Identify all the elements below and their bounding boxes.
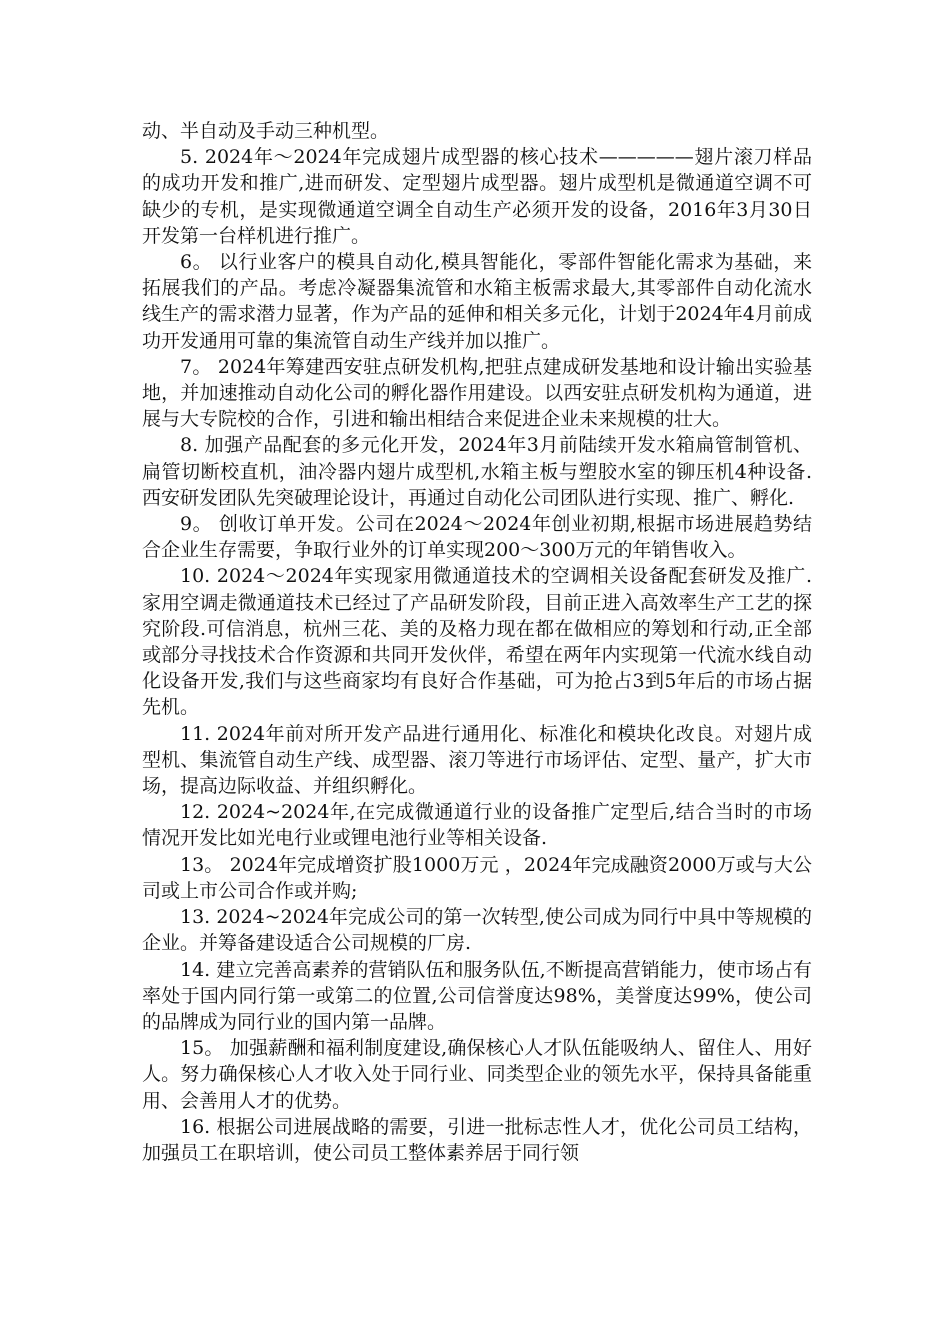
- paragraph-item-8: 8. 加强产品配套的多元化开发，2024年3月前陆续开发水箱扁管制管机、扁管切断校直机，油冷器内翅片成型机,水箱主板与塑胶水室的铆压机4种设备.西安研发团队先突破理论设计，再通过自动化公司团队进行实现、推广、孵化.: [142, 434, 812, 509]
- paragraph-item-15: 15。 加强薪酬和福利制度建设,确保核心人才队伍能吸纳人、留住人、用好人。努力确保核心人才收入处于同行业、同类型企业的领先水平，保持具备能重用、会善用人才的优势。: [142, 1037, 812, 1112]
- paragraph-item-14: 14. 建立完善高素养的营销队伍和服务队伍,不断提高营销能力，使市场占有率处于国内同行第一或第二的位置,公司信誉度达98%，美誉度达99%，使公司的品牌成为同行业的国内第一品牌。: [142, 958, 812, 1033]
- paragraph-item-12: 12. 2024~2024年,在完成微通道行业的设备推广定型后,结合当时的市场情况开发比如光电行业或锂电池行业等相关设备.: [142, 801, 812, 850]
- paragraph-item-9: 9。 创收订单开发。公司在2024～2024年创业初期,根据市场进展趋势结合企业生存需要，争取行业外的订单实现200～300万元的年销售收入。: [142, 513, 812, 562]
- paragraph-item-7: 7。 2024年筹建西安驻点研发机构,把驻点建成研发基地和设计输出实验基地，并加速推动自动化公司的孵化器作用建设。以西安驻点研发机构为通道，进展与大专院校的合作，引进和输出相结合来促进企业未来规模的壮大。: [142, 355, 812, 431]
- paragraph-item-16: 16. 根据公司进展战略的需要，引进一批标志性人才，优化公司员工结构，加强员工在职培训，使公司员工整体素养居于同行领: [142, 1115, 812, 1164]
- paragraph-item-13a: 13。 2024年完成增资扩股1000万元 ，2024年完成融资2000万或与大公司或上市公司合作或并购;: [142, 853, 812, 902]
- paragraph-item-10: 10. 2024～2024年实现家用微通道技术的空调相关设备配套研发及推广.家用空调走微通道技术已经过了产品研发阶段，目前正进入高效率生产工艺的探究阶段.可信消息，杭州三花、美的及格力现在都在做相应的筹划和行动,正全部或部分寻找技术合作资源和共同开发伙伴，希望在两年内实现第一代流水线自动化设备开发,我们与这些商家均有良好合作基础，可为抢占3到5年后的市场占据先机。: [142, 565, 812, 719]
- paragraph-item-5: 5. 2024年～2024年完成翅片成型器的核心技术—————翅片滚刀样品的成功开发和推广,进而研发、定型翅片成型器。翅片成型机是微通道空调不可缺少的专机，是实现微通道空调全自动生产必须开发的设备，2016年3月30日开发第一台样机进行推广。: [142, 146, 812, 247]
- paragraph-item-6: 6。 以行业客户的模具自动化,模具智能化，零部件智能化需求为基础，来拓展我们的产品。考虑冷凝器集流管和水箱主板需求最大,其零部件自动化流水线生产的需求潜力显著，作为产品的延伸和相关多元化，计划于2024年4月前成功开发通用可靠的集流管自动生产线并加以推广。: [142, 251, 812, 352]
- paragraph-continued: 动、半自动及手动三种机型。: [142, 120, 390, 142]
- document-body: [142, 118, 812, 1166]
- paragraph-item-13b: 13. 2024~2024年完成公司的第一次转型,使公司成为同行中具中等规模的企业。并筹备建设适合公司规模的厂房.: [142, 906, 812, 955]
- paragraph-item-11: 11. 2024年前对所开发产品进行通用化、标准化和模块化改良。对翅片成型机、集流管自动生产线、成型器、滚刀等进行市场评估、定型、量产，扩大市场，提高边际收益、并组织孵化。: [142, 722, 812, 798]
